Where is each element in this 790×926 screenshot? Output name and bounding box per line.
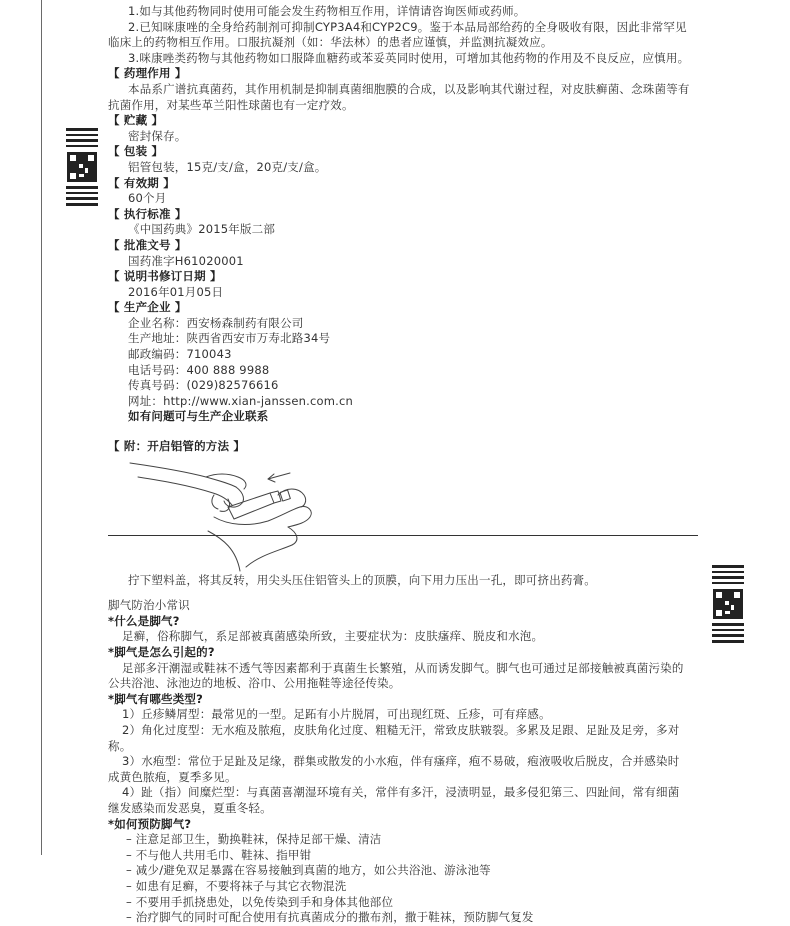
manufacturer-postcode: 邮政编码：710043 bbox=[128, 347, 232, 362]
barcode-icon bbox=[66, 128, 98, 206]
tube-opening-illustration bbox=[108, 455, 700, 573]
tips-answer-1: 足癣，俗称脚气，系足部被真菌感染所致，主要症状为：皮肤瘙痒、脱皮和水泡。 bbox=[122, 629, 544, 644]
section-heading-revision: 【 说明书修订日期 】 bbox=[108, 269, 222, 284]
left-margin-line bbox=[41, 0, 42, 855]
package-text: 铝管包装，15克/支/盒，20克/支/盒。 bbox=[128, 159, 327, 174]
list-item: – 减少/避免双足暴露在容易接触到真菌的地方，如公共浴池、游泳池等 bbox=[126, 863, 491, 878]
qr-code-icon bbox=[67, 152, 97, 182]
approval-text: 国药准字H61020001 bbox=[128, 253, 244, 268]
storage-text: 密封保存。 bbox=[128, 128, 187, 143]
section-heading-validity: 【 有效期 】 bbox=[108, 175, 175, 190]
pharmacology-text: 本品系广谱抗真菌药，其作用机制是抑制真菌细胞膜的合成，以及影响其代谢过程，对皮肤癣菌、念珠菌等有 bbox=[128, 81, 690, 96]
tips-title: 脚气防治小常识 bbox=[108, 598, 190, 613]
list-item: – 治疗脚气的同时可配合使用有抗真菌成分的撒布剂，撒于鞋袜，预防脚气复发 bbox=[126, 910, 534, 925]
tips-question-3: *脚气有哪些类型? bbox=[108, 691, 203, 706]
tips-type-1: 1）丘疹鳞屑型：最常见的一型。足跖有小片脱屑，可出现红斑、丘疹，可有痒感。 bbox=[122, 707, 551, 722]
section-heading-appendix: 【 附：开启铝管的方法 】 bbox=[108, 439, 246, 454]
list-item: – 注意足部卫生，勤换鞋袜，保持足部干燥、清洁 bbox=[126, 832, 382, 847]
hands-tube-icon bbox=[128, 455, 368, 573]
list-item: – 如患有足癣，不要将袜子与其它衣物混洗 bbox=[126, 878, 347, 893]
tips-type-4-cont: 继发感染而发恶臭，夏重冬轻。 bbox=[108, 800, 272, 815]
tips-question-4: *如何预防脚气? bbox=[108, 816, 192, 831]
tips-type-4: 4）趾（指）间糜烂型：与真菌喜潮湿环境有关，常伴有多汗，浸渍明显，最多侵犯第三、四趾间，常有细菌 bbox=[122, 785, 680, 800]
tips-answer-2-cont: 公共浴池、泳池边的地板、浴巾、公用拖鞋等途径传染。 bbox=[108, 676, 401, 691]
tips-question-2: *脚气是怎么引起的? bbox=[108, 645, 215, 659]
interaction-note-3: 3.咪康唑类药物与其他药物如口服降血糖药或苯妥英同时使用，可增加其他药物的作用及不良反应，应慎用。 bbox=[128, 50, 690, 65]
tips-type-2: 2）角化过度型：无水疱及脓疱，皮肤角化过度、粗糙无汗，常致皮肤皲裂。多累及足跟、足趾及足旁，多对 bbox=[122, 722, 680, 737]
pharmacology-text-cont: 抗菌作用，对某些革兰阳性球菌也有一定疗效。 bbox=[108, 97, 354, 112]
manufacturer-contact-note: 如有问题可与生产企业联系 bbox=[128, 409, 269, 424]
tips-type-3: 3）水疱型：常位于足趾及足缘，群集或散发的小水疱，伴有瘙痒，疱不易破，疱液吸收后脱皮，合并感染时 bbox=[122, 754, 680, 769]
manufacturer-address: 生产地址：陕西省西安市万寿北路34号 bbox=[128, 331, 331, 346]
revision-text: 2016年01月05日 bbox=[128, 284, 224, 299]
section-divider bbox=[108, 535, 698, 536]
list-item: – 不要用手抓挠患处，以免传染到手和身体其他部位 bbox=[126, 894, 394, 909]
leaflet-content bbox=[108, 4, 700, 926]
section-heading-manufacturer: 【 生产企业 】 bbox=[108, 300, 187, 315]
interaction-note-1: 1.如与其他药物同时使用可能会发生药物相互作用，详情请咨询医师或药师。 bbox=[128, 4, 526, 18]
list-item: – 不与他人共用毛巾、鞋袜、指甲钳 bbox=[126, 847, 312, 862]
validity-text: 60个月 bbox=[128, 191, 167, 206]
section-heading-package: 【 包装 】 bbox=[108, 144, 164, 159]
appendix-caption: 拧下塑料盖，将其反转，用尖头压住铝管头上的顶膜，向下用力压出一孔，即可挤出药膏。 bbox=[128, 572, 596, 587]
tips-question-1: *什么是脚气? bbox=[108, 613, 180, 628]
tips-type-3-cont: 成黄色脓疱，夏季多见。 bbox=[108, 769, 237, 784]
manufacturer-name: 企业名称：西安杨森制药有限公司 bbox=[128, 315, 304, 330]
manufacturer-fax: 传真号码：(029)82576616 bbox=[128, 378, 279, 393]
section-heading-pharmacology: 【 药理作用 】 bbox=[108, 66, 187, 81]
section-heading-standard: 【 执行标准 】 bbox=[108, 206, 187, 221]
qr-code-icon bbox=[713, 589, 743, 619]
tips-answer-2: 足部多汗潮湿或鞋袜不透气等因素都利于真菌生长繁殖，从而诱发脚气。脚气也可通过足部接触被真菌污染的 bbox=[122, 660, 684, 675]
standard-text: 《中国药典》2015年版二部 bbox=[128, 222, 276, 237]
barcode-icon bbox=[712, 565, 744, 643]
manufacturer-phone: 电话号码：400 888 9988 bbox=[128, 362, 270, 377]
tips-type-2-cont: 称。 bbox=[108, 738, 132, 753]
manufacturer-website: 网址：http://www.xian-janssen.com.cn bbox=[128, 393, 353, 408]
interaction-note-2-cont: 临床上的药物相互作用。口服抗凝剂（如：华法林）的患者应谨慎，并监测抗凝效应。 bbox=[108, 35, 553, 50]
interaction-note-2: 2.已知咪康唑的全身给药制剂可抑制CYP3A4和CYP2C9。鉴于本品局部给药的全身吸收有限，因此非常罕见 bbox=[128, 19, 687, 34]
section-heading-approval: 【 批准文号 】 bbox=[108, 237, 187, 252]
prevention-list bbox=[108, 832, 700, 926]
section-heading-storage: 【 贮藏 】 bbox=[108, 113, 164, 128]
